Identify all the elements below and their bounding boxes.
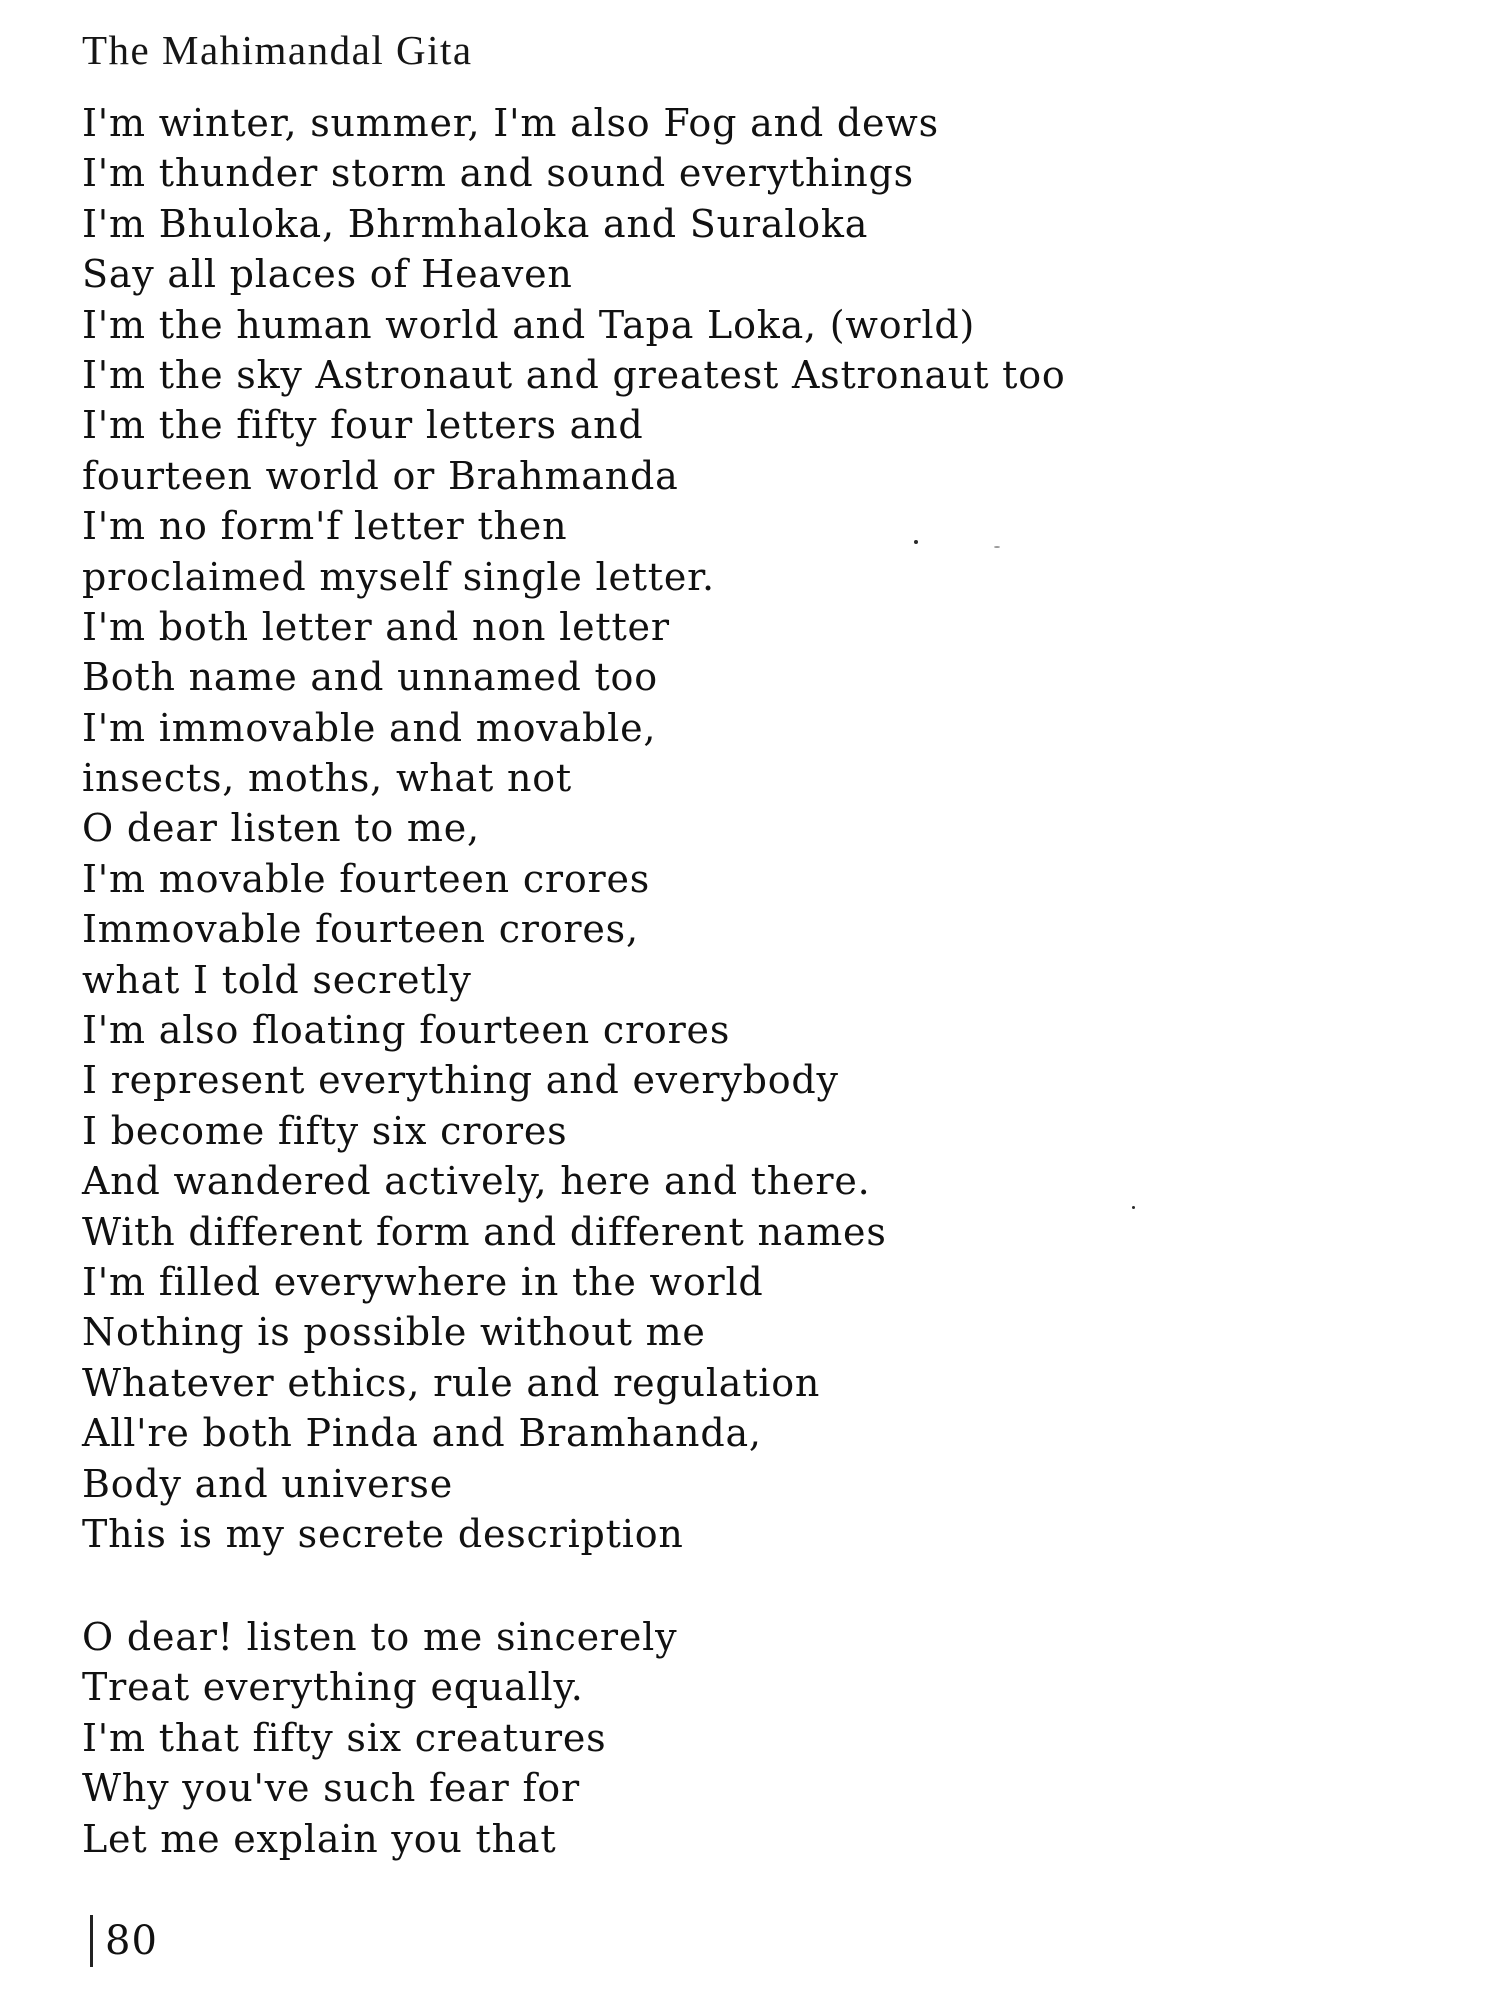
running-head: The Mahimandal Gita bbox=[82, 27, 473, 73]
verse-line: Treat everything equally. bbox=[82, 1665, 584, 1710]
verse-line: With different form and different names bbox=[82, 1209, 887, 1254]
verse-line: And wandered actively, here and there. bbox=[82, 1159, 871, 1204]
verse-line: Body and universe bbox=[82, 1461, 454, 1506]
verse-line: I'm both letter and non letter bbox=[82, 604, 670, 649]
verse-line: Say all places of Heaven bbox=[82, 252, 573, 297]
verse-line: Whatever ethics, rule and regulation bbox=[82, 1360, 821, 1405]
verse-line: I'm the human world and Tapa Loka, (world) bbox=[82, 302, 976, 347]
page-number-text: 80 bbox=[105, 1918, 158, 1964]
scan-speck bbox=[1132, 1206, 1135, 1209]
verse-line: I'm the fifty four letters and bbox=[82, 403, 644, 448]
folio-rule bbox=[90, 1915, 93, 1967]
verse-line: I'm immovable and movable, bbox=[82, 705, 657, 750]
verse-line: All're both Pinda and Bramhanda, bbox=[82, 1411, 762, 1456]
verse-line: Let me explain you that bbox=[82, 1816, 557, 1861]
verse-line: Both name and unnamed too bbox=[82, 655, 658, 700]
page-number bbox=[90, 1912, 158, 1970]
verse-line: This is my secrete description bbox=[82, 1511, 684, 1556]
verse-line: insects, moths, what not bbox=[82, 756, 572, 801]
verse-line: fourteen world or Brahmanda bbox=[82, 453, 679, 498]
stanza-2 bbox=[82, 1612, 1482, 1864]
verse-line: O dear! listen to me sincerely bbox=[82, 1615, 678, 1659]
verse-line: Immovable fourteen crores, bbox=[82, 907, 639, 952]
verse-line: Nothing is possible without me bbox=[82, 1310, 706, 1355]
verse-line: I'm the sky Astronaut and greatest Astronaut too bbox=[82, 352, 1066, 397]
verse-line: O dear listen to me, bbox=[82, 806, 480, 851]
stanza-1 bbox=[82, 98, 1482, 1559]
verse-line: I'm Bhuloka, Bhrmhaloka and Suraloka bbox=[82, 201, 869, 246]
verse-line: proclaimed myself single letter. bbox=[82, 554, 715, 599]
verse-line: I represent everything and everybody bbox=[82, 1058, 839, 1103]
verse-line: I'm that fifty six creatures bbox=[82, 1715, 607, 1760]
verse-line: I'm winter, summer, I'm also Fog and dews bbox=[82, 101, 939, 145]
verse-line: Why you've such fear for bbox=[82, 1766, 580, 1811]
verse-line: I'm also floating fourteen crores bbox=[82, 1008, 731, 1053]
verse-line: I become fifty six crores bbox=[82, 1108, 568, 1153]
verse-line: I'm movable fourteen crores bbox=[82, 856, 651, 901]
verse-line: I'm no form'f letter then bbox=[82, 504, 568, 549]
scan-speck bbox=[914, 540, 918, 544]
scan-speck bbox=[994, 546, 1000, 548]
verse-line: what I told secretly bbox=[82, 957, 472, 1002]
verse-line: I'm filled everywhere in the world bbox=[82, 1259, 764, 1304]
verse-line: I'm thunder storm and sound everythings bbox=[82, 151, 914, 196]
